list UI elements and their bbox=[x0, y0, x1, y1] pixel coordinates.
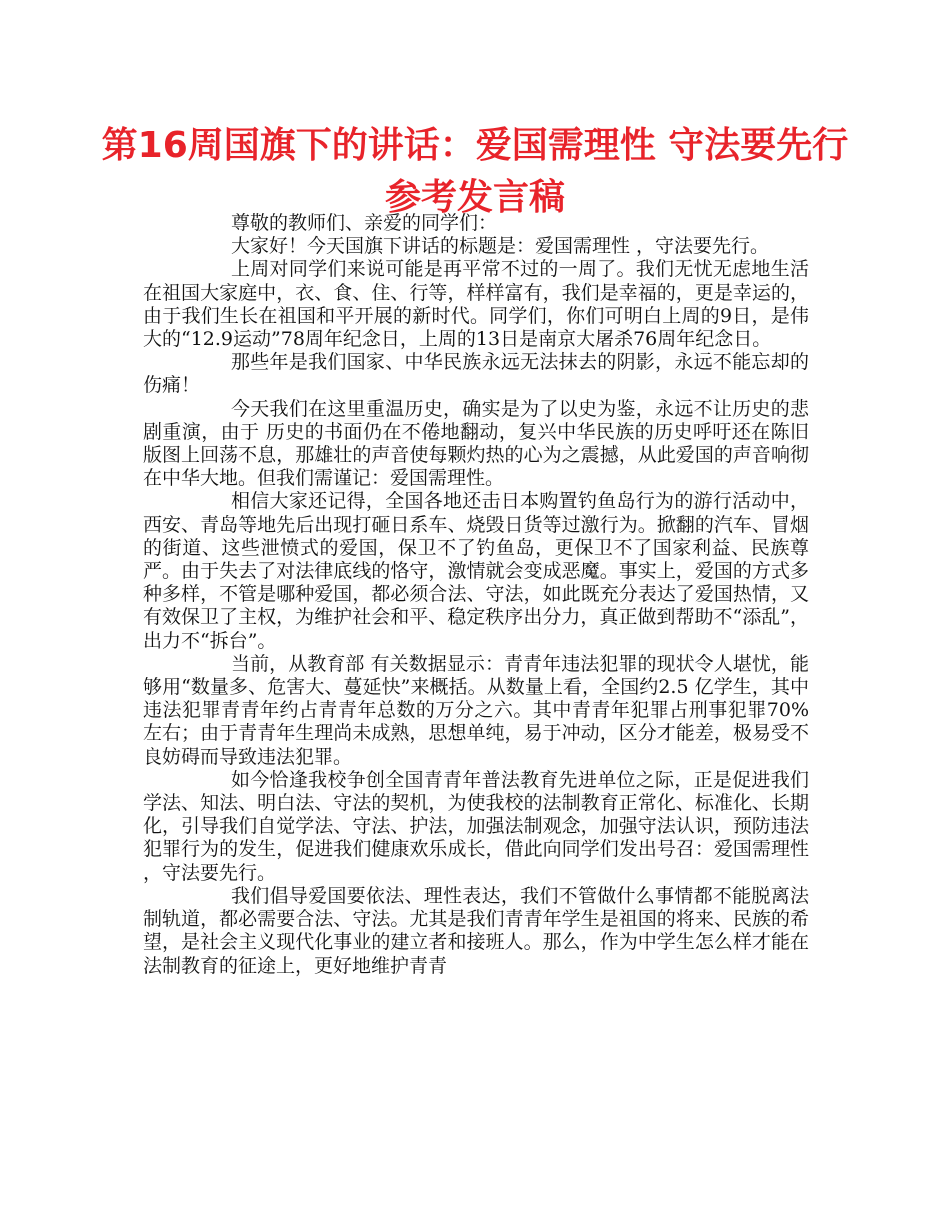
paragraph-last-week: 上周对同学们来说可能是再平常不过的一周了。我们无忧无虑地生活在祖国大家庭中，衣、食、住、行等，样样富有，我们是幸福的，更是幸运的，由于我们生长在祖国和平开展的新时代。同学们，你们可明白上周的9日，是伟大的“12.9运动”78周年纪念日，上周的13日是南京大屠杀76周年纪念日。 bbox=[143, 258, 809, 351]
paragraph-greeting: 大家好！今天国旗下讲话的标题是：爱国需理性 ，守法要先行。 bbox=[231, 235, 770, 258]
paragraph-shadow: 那些年是我们国家、中华民族永远无法抹去的阴影，永远不能忘却的伤痛！ bbox=[143, 351, 809, 397]
paragraph-advocacy: 我们倡导爱国要依法、理性表达，我们不管做什么事情都不能脱离法制轨道，都必需要合法、守法。尤其是我们青青年学生是祖国的将来、民族的希望，是社会主义现代化事业的建立者和接班人。那么，作为中学生怎么样才能在法制教育的征途上，更好地维护青青 bbox=[143, 884, 809, 977]
paragraph-protests: 相信大家还记得，全国各地还击日本购置钓鱼岛行为的游行活动中，西安、青岛等地先后出现打砸日系车、烧毁日货等过激行为。掀翻的汽车、冒烟的街道、这些泄愤式的爱国，保卫不了钓鱼岛，更保卫不了国家利益、民族尊严。由于失去了对法律底线的恪守，激情就会变成恶魔。事实上，爱国的方式多种多样，不管是哪种爱国，都必须合法、守法，如此既充分表达了爱国热情，又有效保卫了主权，为维护社会和平、稳定秩序出分力，真正做到帮助不“添乱”，出力不“拆台”。 bbox=[143, 490, 809, 652]
document-title: 第16周国旗下的讲话：爱国需理性 守法要先行参考发言稿 bbox=[101, 125, 849, 218]
paragraph-call-to-action: 如今恰逢我校争创全国青青年普法教育先进单位之际，正是促进我们学法、知法、明白法、守法的契机，为使我校的法制教育正常化、标准化、长期化，引导我们自觉学法、守法、护法，加强法制观念，加强守法认识，预防违法犯罪行为的发生，促进我们健康欢乐成长，借此向同学们发出号召：爱国需理性 ，守法要先行。 bbox=[143, 768, 809, 884]
document-body bbox=[143, 212, 809, 978]
paragraph-history: 今天我们在这里重温历史，确实是为了以史为鉴，永远不让历史的悲剧重演，由于 历史的书面仍在不倦地翻动，复兴中华民族的历史呼吁还在陈旧版图上回荡不息，那雄壮的声音使每颗灼热的心为之震撼，从此爱国的声音响彻在中华大地。但我们需谨记：爱国需理性。 bbox=[143, 397, 809, 490]
paragraph-statistics: 当前，从教育部 有关数据显示：青青年违法犯罪的现状令人堪忧，能够用“数量多、危害大、蔓延快”来概括。从数量上看，全国约2.5 亿学生，其中违法犯罪青青年约占青青年总数的万分之六。其中青青年犯罪占刑事犯罪70%左右；由于青青年生理尚未成熟，思想单纯，易于冲动，区分才能差，极易受不良妨碍而导致违法犯罪。 bbox=[143, 652, 809, 768]
paragraph-salutation: 尊敬的教师们、亲爱的同学们： bbox=[231, 212, 498, 234]
